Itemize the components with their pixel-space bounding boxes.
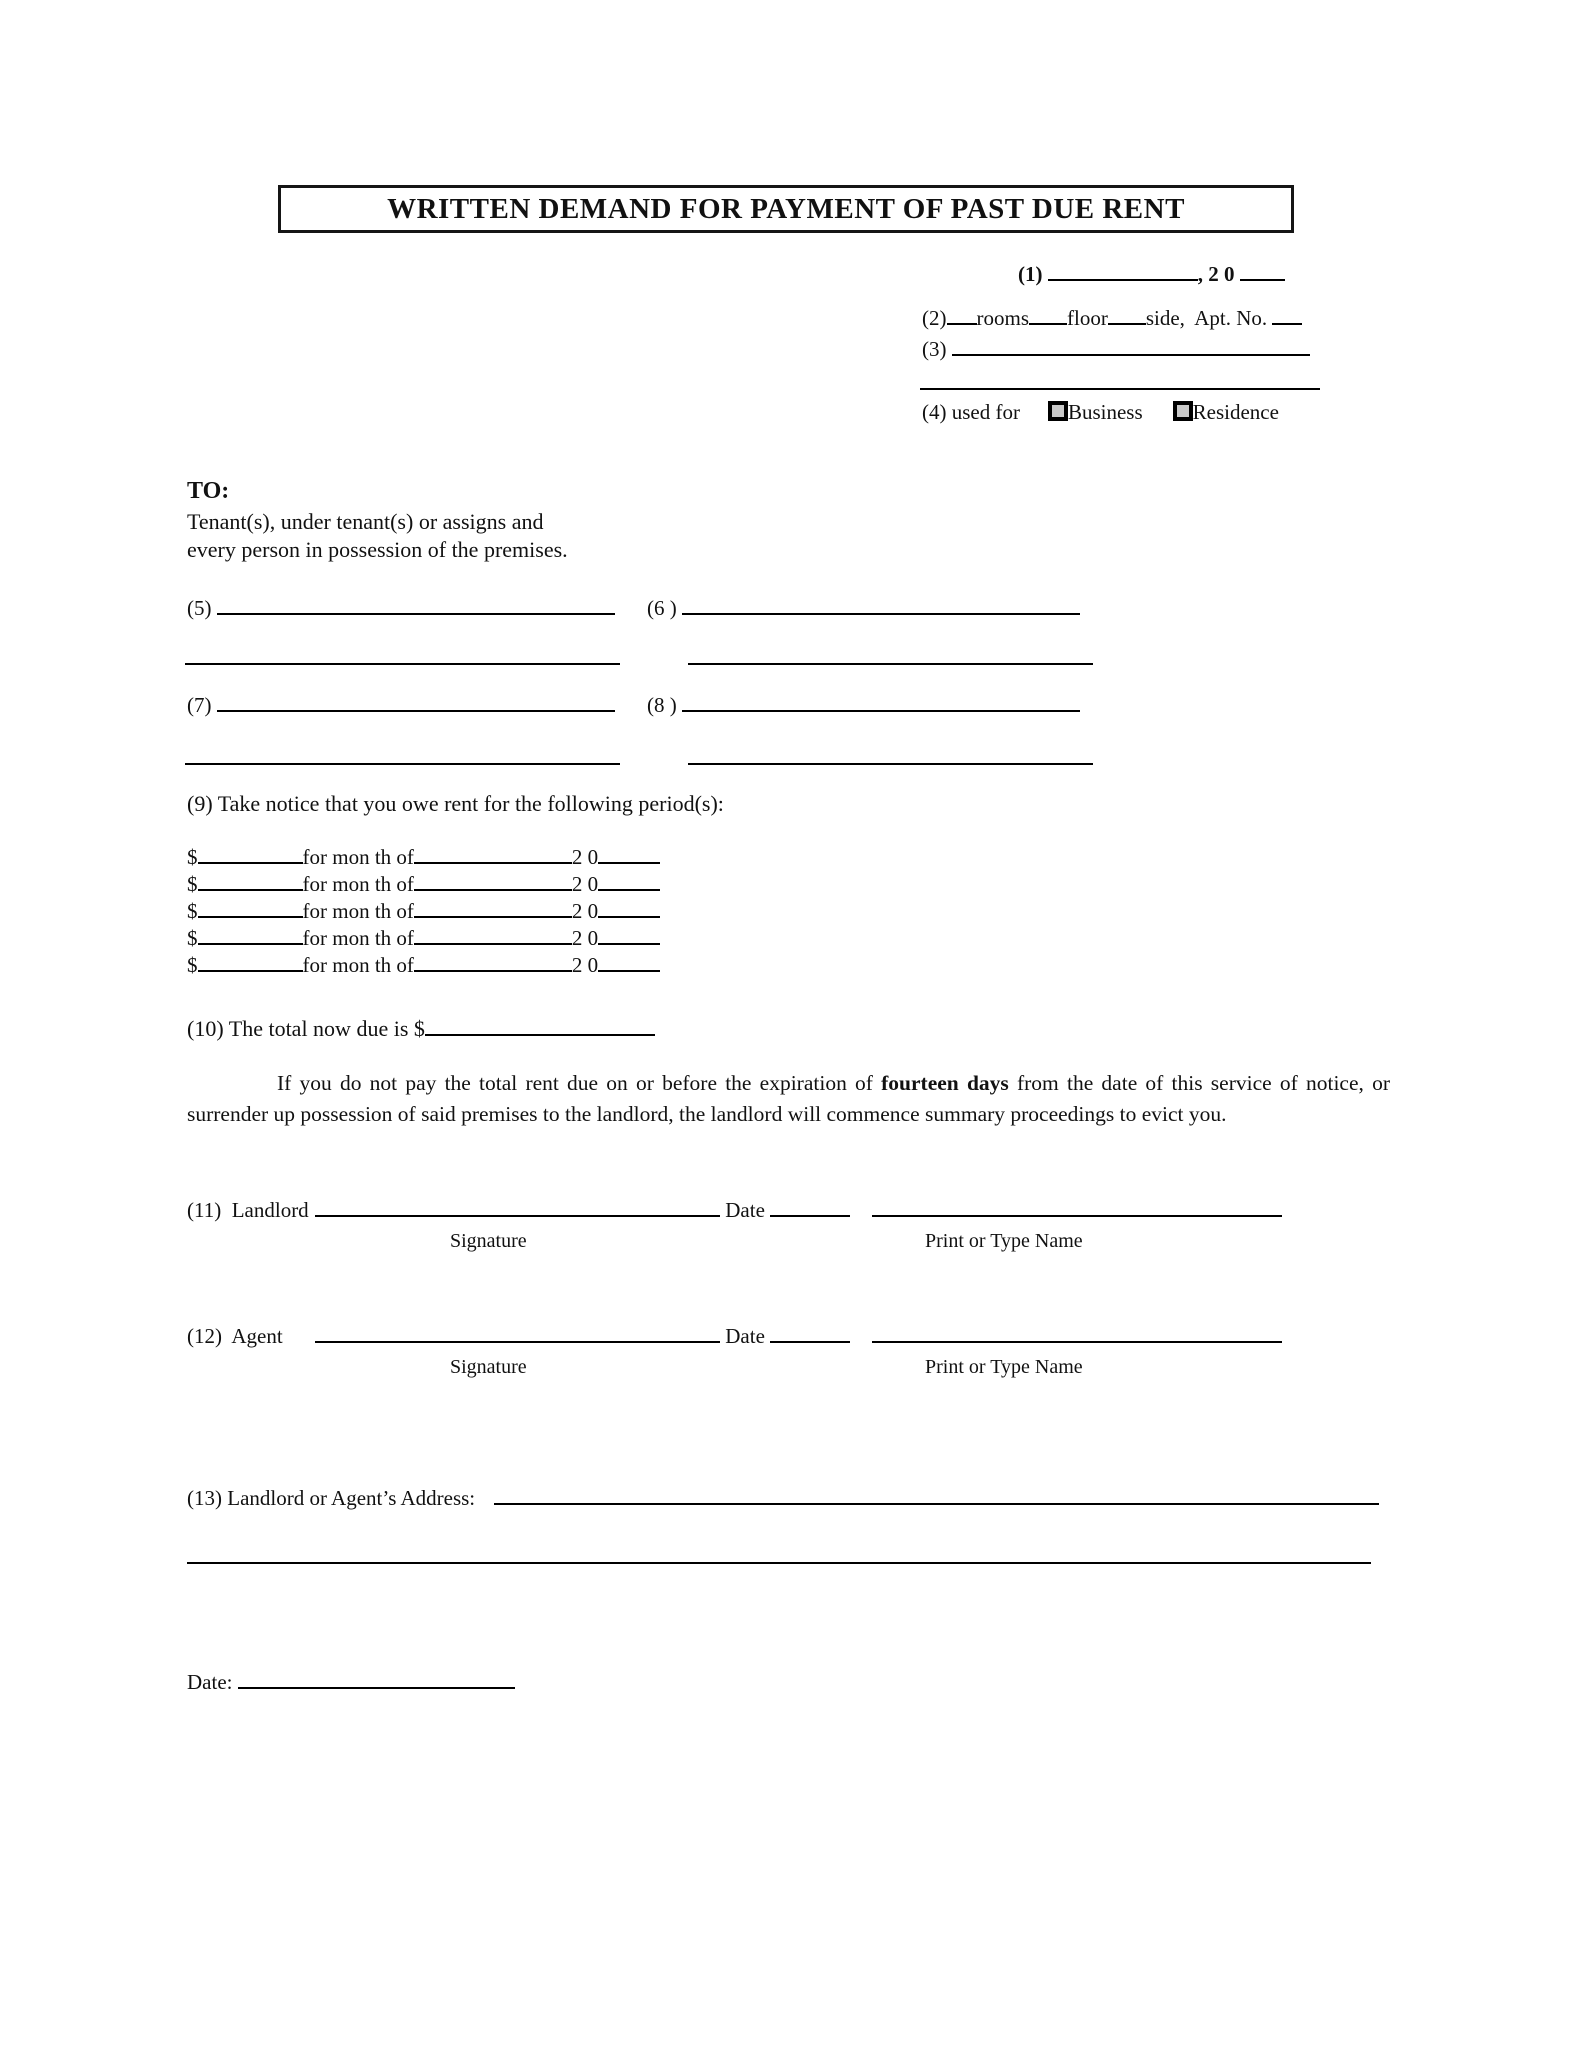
field-2-apt-input[interactable]	[1272, 320, 1302, 325]
month-input[interactable]	[414, 913, 572, 918]
year-prefix: 2 0	[571, 872, 599, 896]
year-input[interactable]	[598, 859, 660, 864]
agent-signature-input[interactable]	[315, 1338, 720, 1343]
field-8-input[interactable]	[682, 707, 1080, 712]
agent-date-input[interactable]	[770, 1338, 850, 1343]
rent-period-row	[187, 926, 660, 951]
notice-text-after: from the date of this service of notice, or surrender up possession of said premises to the landlord, the landlord will commence summary proceedings to evict you.	[187, 1071, 1390, 1126]
rent-amount-input[interactable]	[198, 940, 303, 945]
for-month-of-label: for mon th of	[302, 899, 414, 923]
field-1-date-input[interactable]	[1048, 276, 1198, 281]
year-input[interactable]	[598, 940, 660, 945]
field-4-label: (4) used for	[922, 400, 1020, 424]
field-8-continuation-line[interactable]	[688, 761, 1093, 765]
field-1-date-row	[1018, 262, 1285, 287]
section-9-heading: (9) Take notice that you owe rent for the following period(s):	[187, 791, 724, 816]
agent-print-name-input[interactable]	[872, 1338, 1282, 1343]
field-7-row	[187, 693, 615, 718]
field-7-continuation-line[interactable]	[185, 761, 620, 765]
field-1-year-input[interactable]	[1240, 276, 1285, 281]
landlord-print-name-input[interactable]	[872, 1212, 1282, 1217]
year-input[interactable]	[598, 886, 660, 891]
page-title: WRITTEN DEMAND FOR PAYMENT OF PAST DUE RENT	[387, 192, 1185, 225]
agent-date-label: Date	[720, 1324, 771, 1348]
field-3-continuation-line[interactable]	[920, 386, 1320, 390]
field-3-label: (3)	[922, 337, 952, 361]
field-7-label: (7)	[187, 693, 217, 717]
address-continuation-line[interactable]	[187, 1560, 1371, 1564]
rent-period-row	[187, 899, 660, 924]
footer-date-label: Date:	[187, 1670, 238, 1694]
field-6-row	[647, 596, 1080, 621]
footer-date-row	[187, 1670, 515, 1695]
dollar-sign: $	[187, 953, 198, 977]
for-month-of-label: for mon th of	[302, 953, 414, 977]
field-2-label: (2)	[922, 306, 947, 330]
month-input[interactable]	[414, 967, 572, 972]
rent-amount-input[interactable]	[198, 859, 303, 864]
field-2-side-input[interactable]	[1108, 320, 1146, 325]
field-13-label: (13) Landlord or Agent’s Address:	[187, 1486, 481, 1510]
field-5-input[interactable]	[217, 610, 615, 615]
field-1-year-prefix: , 2 0	[1197, 262, 1235, 286]
field-6-label: (6 )	[647, 596, 682, 620]
field-2-floor-input[interactable]	[1029, 320, 1067, 325]
dollar-sign: $	[187, 845, 198, 869]
field-5-label: (5)	[187, 596, 217, 620]
field-2-rooms-row	[922, 306, 1302, 331]
for-month-of-label: for mon th of	[302, 926, 414, 950]
landlord-signature-caption: Signature	[450, 1230, 527, 1252]
fourteen-days-bold: fourteen days	[881, 1071, 1009, 1095]
rent-amount-input[interactable]	[198, 967, 303, 972]
field-6-continuation-line[interactable]	[688, 661, 1093, 665]
field-8-row	[647, 693, 1080, 718]
landlord-signature-row	[187, 1198, 1282, 1223]
address-row	[187, 1486, 1379, 1511]
agent-signature-caption: Signature	[450, 1356, 527, 1378]
year-prefix: 2 0	[571, 845, 599, 869]
rent-period-row	[187, 953, 660, 978]
residence-checkbox[interactable]	[1173, 401, 1193, 421]
month-input[interactable]	[414, 940, 572, 945]
business-checkbox[interactable]	[1048, 401, 1068, 421]
form-title-box	[278, 185, 1294, 233]
field-1-label: (1)	[1018, 262, 1043, 286]
year-input[interactable]	[598, 913, 660, 918]
year-input[interactable]	[598, 967, 660, 972]
agent-print-caption: Print or Type Name	[925, 1356, 1083, 1378]
dollar-sign: $	[187, 899, 198, 923]
residence-label: Residence	[1192, 400, 1279, 424]
month-input[interactable]	[414, 886, 572, 891]
address-input[interactable]	[494, 1500, 1379, 1505]
field-3-row	[922, 337, 1310, 362]
dollar-sign: $	[187, 872, 198, 896]
footer-date-input[interactable]	[238, 1684, 515, 1689]
month-input[interactable]	[414, 859, 572, 864]
field-3-input[interactable]	[952, 351, 1310, 356]
field-5-row	[187, 596, 615, 621]
to-line-1: Tenant(s), under tenant(s) or assigns and	[187, 509, 544, 534]
year-prefix: 2 0	[571, 899, 599, 923]
rent-amount-input[interactable]	[198, 913, 303, 918]
notice-text-before: If you do not pay the total rent due on or before the expiration of	[277, 1071, 882, 1095]
field-8-label: (8 )	[647, 693, 682, 717]
year-prefix: 2 0	[571, 953, 599, 977]
landlord-date-label: Date	[720, 1198, 771, 1222]
for-month-of-label: for mon th of	[302, 872, 414, 896]
field-4-row	[922, 400, 1279, 425]
field-2-rooms-label: rooms	[976, 306, 1029, 330]
landlord-date-input[interactable]	[770, 1212, 850, 1217]
field-2-rooms-input[interactable]	[947, 320, 977, 325]
year-prefix: 2 0	[571, 926, 599, 950]
field-11-label: (11) Landlord	[187, 1198, 309, 1222]
rent-period-row	[187, 845, 660, 870]
for-month-of-label: for mon th of	[302, 845, 414, 869]
dollar-sign: $	[187, 926, 198, 950]
field-6-input[interactable]	[682, 610, 1080, 615]
to-line-2: every person in possession of the premises.	[187, 537, 568, 562]
total-due-input[interactable]	[425, 1031, 655, 1036]
landlord-signature-input[interactable]	[315, 1212, 720, 1217]
notice-paragraph	[187, 1068, 1390, 1130]
field-2-side-apt-label: side, Apt. No.	[1145, 306, 1273, 330]
field-2-floor-label: floor	[1067, 306, 1108, 330]
to-label: TO:	[187, 478, 230, 504]
field-5-continuation-line[interactable]	[185, 661, 620, 665]
agent-signature-row	[187, 1324, 1282, 1349]
rent-period-row	[187, 872, 660, 897]
total-due-label: (10) The total now due is $	[187, 1016, 425, 1041]
landlord-print-caption: Print or Type Name	[925, 1230, 1083, 1252]
field-7-input[interactable]	[217, 707, 615, 712]
section-10-row	[187, 1016, 655, 1042]
business-label: Business	[1067, 400, 1143, 424]
field-12-label: (12) Agent	[187, 1324, 283, 1348]
rent-amount-input[interactable]	[198, 886, 303, 891]
